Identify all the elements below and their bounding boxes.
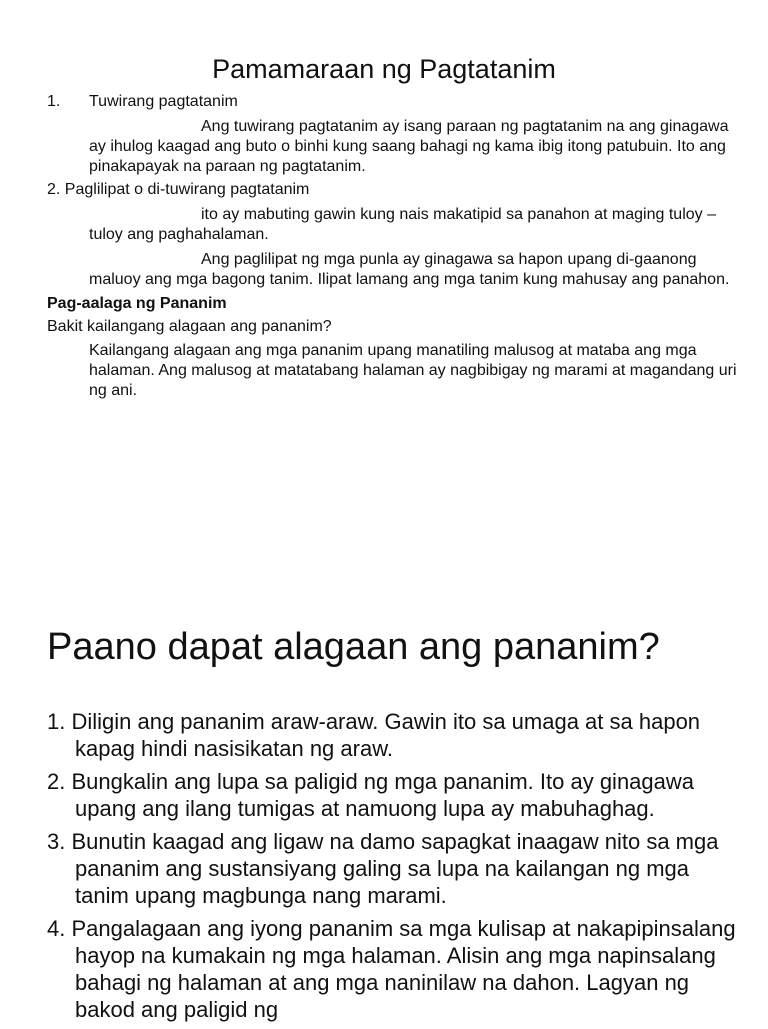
care-list [47, 708, 737, 1029]
list-item: 4. Pangalagaan ang iyong pananim sa mga kulisap at nakapipinsalang hayop na kumakain ng mga halaman. Alisin ang mga napinsalang bahagi ng halaman at ang mga naninilaw na dahon. Lagyan ng bakod ang paligid ng [47, 916, 736, 1022]
slide-2 [0, 576, 768, 1024]
paragraph: Ang paglilipat ng mga punla ay ginagawa sa hapon upang di-gaanong maluoy ang mga bagong tanim. Ilipat lamang ang mga tanim kung mahusay ang panahon. [89, 251, 730, 288]
list-item: 1. Diligin ang pananim araw-araw. Gawin ito sa umaga at sa hapon kapag hindi nasisikatan ng araw. [47, 709, 701, 761]
list-item: 3. Bunutin kaagad ang ligaw na damo sapagkat inaagaw nito sa mga pananim ang sustansiyang galing sa lupa na kailangan ng mga tanim upang magbunga nang marami. [47, 829, 719, 908]
slide-title: Pamamaraan ng Pagtatanim [212, 54, 556, 84]
answer-paragraph: Kailangang alagaan ang mga pananim upang manatiling malusog at mataba ang mga halaman. Ang malusog at matatabang halaman ay nagbibigay ng marami at magandang uri ng ani. [89, 342, 737, 399]
list-number: 1. [47, 93, 61, 110]
section-heading: Pag-aalaga ng Pananim [47, 295, 227, 312]
paragraph: Ang tuwirang pagtatanim ay isang paraan ng pagtatanim na ang ginagawa ay ihulog kaagad ang buto o binhi kung saang bahagi ng kama ibig itong patubuin. Ito ang pinakapayak na paraan ng pagtatanim. [89, 118, 729, 175]
question: Bakit kailangang alagaan ang pananim? [47, 318, 332, 335]
list-item: 2. Bungkalin ang lupa sa paligid ng mga pananim. Ito ay ginagawa upang ang ilang tumigas at namuong lupa ay mabuhaghag. [47, 769, 695, 821]
paragraph: ito ay mabuting gawin kung nais makatipid sa panahon at maging tuloy –tuloy ang paghahalaman. [89, 206, 716, 243]
list-item-heading [47, 92, 737, 112]
slide-body [47, 92, 737, 401]
item-heading: Tuwirang pagtatanim [89, 93, 238, 110]
slide-title: Paano dapat alagaan ang pananim? [47, 626, 660, 668]
list-item-heading: 2. Paglilipat o di-tuwirang pagtatanim [47, 181, 310, 198]
